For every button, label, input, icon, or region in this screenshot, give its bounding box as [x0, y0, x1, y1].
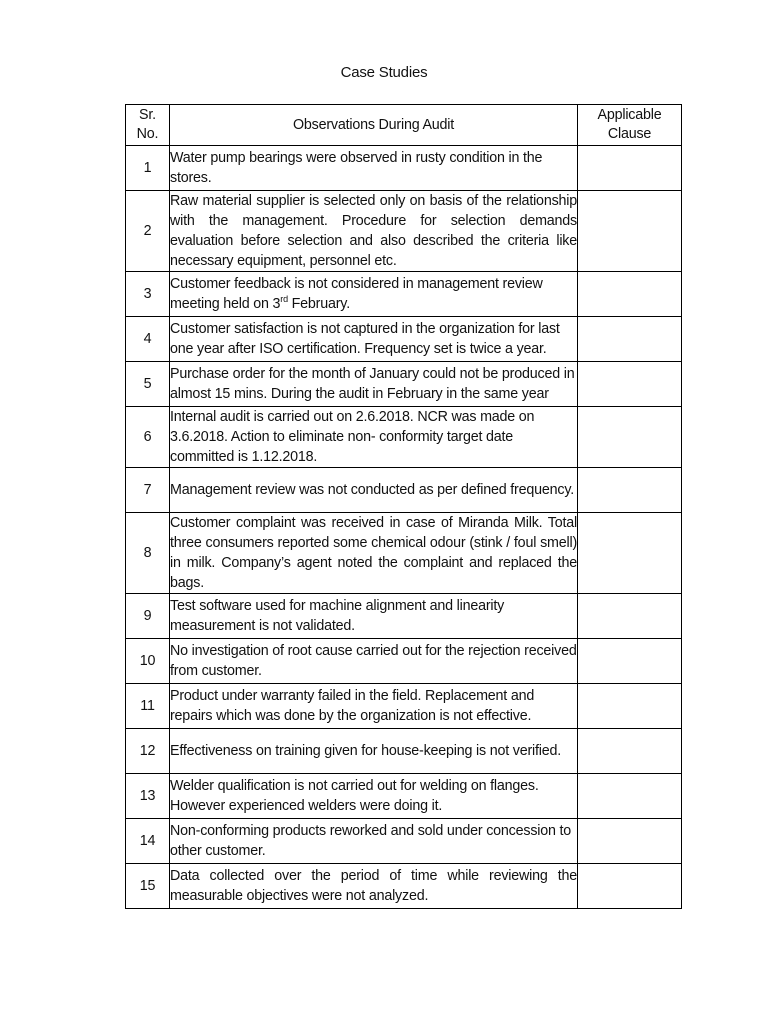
ordinal-suffix: rd — [280, 294, 288, 305]
header-sr-line2: No. — [136, 126, 159, 142]
row-sr-no: 2 — [126, 191, 170, 272]
row-observation: Test software used for machine alignment and linearity measurement is not validated. — [170, 594, 578, 639]
row-sr-no: 14 — [126, 819, 170, 864]
row-observation: Non-conforming products reworked and sold under concession to other customer. — [170, 819, 578, 864]
row-sr-no: 3 — [126, 272, 170, 317]
row-clause — [578, 407, 682, 468]
row-clause — [578, 513, 682, 594]
header-observations: Observations During Audit — [170, 105, 578, 146]
row-sr-no: 4 — [126, 317, 170, 362]
header-clause-line1: Applicable — [597, 107, 662, 123]
row-sr-no: 10 — [126, 639, 170, 684]
table-row — [126, 146, 682, 191]
table-row — [126, 191, 682, 272]
row-sr-no: 7 — [126, 468, 170, 513]
row-sr-no: 12 — [126, 729, 170, 774]
row-clause — [578, 468, 682, 513]
row-observation: Purchase order for the month of January could not be produced in almost 15 mins. During the audit in February in the same year — [170, 362, 578, 407]
table-row — [126, 317, 682, 362]
row-sr-no: 15 — [126, 864, 170, 909]
row-clause — [578, 146, 682, 191]
row-observation: Welder qualification is not carried out for welding on flanges. However experienced welders were doing it. — [170, 774, 578, 819]
row-observation: Effectiveness on training given for house-keeping is not verified. — [170, 729, 578, 774]
audit-observations-table — [125, 104, 682, 909]
row-observation: Internal audit is carried out on 2.6.2018. NCR was made on 3.6.2018. Action to eliminate non- conformity target date committed is 1.12.2018. — [170, 407, 578, 468]
table-row — [126, 819, 682, 864]
observation-text-end: February. — [287, 296, 350, 312]
row-observation: Data collected over the period of time while reviewing the measurable objectives were not analyzed. — [170, 864, 578, 909]
table-row — [126, 407, 682, 468]
row-observation — [170, 272, 578, 317]
row-sr-no: 11 — [126, 684, 170, 729]
table-row — [126, 272, 682, 317]
table-row — [126, 594, 682, 639]
row-clause — [578, 362, 682, 407]
header-sr-line1: Sr. — [139, 107, 156, 123]
row-clause — [578, 317, 682, 362]
row-observation: Water pump bearings were observed in rusty condition in the stores. — [170, 146, 578, 191]
table-row — [126, 468, 682, 513]
row-observation: Management review was not conducted as per defined frequency. — [170, 468, 578, 513]
row-observation: No investigation of root cause carried out for the rejection received from customer. — [170, 639, 578, 684]
row-clause — [578, 272, 682, 317]
table-row — [126, 639, 682, 684]
row-sr-no: 9 — [126, 594, 170, 639]
row-clause — [578, 819, 682, 864]
row-clause — [578, 864, 682, 909]
row-sr-no: 13 — [126, 774, 170, 819]
row-clause — [578, 191, 682, 272]
row-observation: Customer complaint was received in case of Miranda Milk. Total three consumers reported some chemical odour (stink / foul smell) in milk. Company’s agent noted the complaint and replaced the bags. — [170, 513, 578, 594]
row-sr-no: 1 — [126, 146, 170, 191]
table-row — [126, 513, 682, 594]
row-clause — [578, 729, 682, 774]
header-applicable-clause — [578, 105, 682, 146]
header-sr-no — [126, 105, 170, 146]
table-row — [126, 774, 682, 819]
row-sr-no: 8 — [126, 513, 170, 594]
table-row — [126, 684, 682, 729]
row-clause — [578, 594, 682, 639]
row-sr-no: 6 — [126, 407, 170, 468]
table-row — [126, 362, 682, 407]
row-clause — [578, 684, 682, 729]
row-observation: Product under warranty failed in the field. Replacement and repairs which was done by the organization is not effective. — [170, 684, 578, 729]
observation-text: Customer feedback is not considered in management review meeting held on 3 — [170, 276, 543, 312]
table-row — [126, 729, 682, 774]
row-clause — [578, 774, 682, 819]
row-observation: Raw material supplier is selected only on basis of the relationship with the management. Procedure for selection demands evaluation before selection and also described the criteria like necessary equipment, personnel etc. — [170, 191, 578, 272]
table-row — [126, 864, 682, 909]
page-title: Case Studies — [340, 64, 428, 81]
row-clause — [578, 639, 682, 684]
row-sr-no: 5 — [126, 362, 170, 407]
row-observation: Customer satisfaction is not captured in the organization for last one year after ISO certification. Frequency set is twice a year. — [170, 317, 578, 362]
table-header-row — [126, 105, 682, 146]
header-clause-line2: Clause — [607, 126, 652, 142]
